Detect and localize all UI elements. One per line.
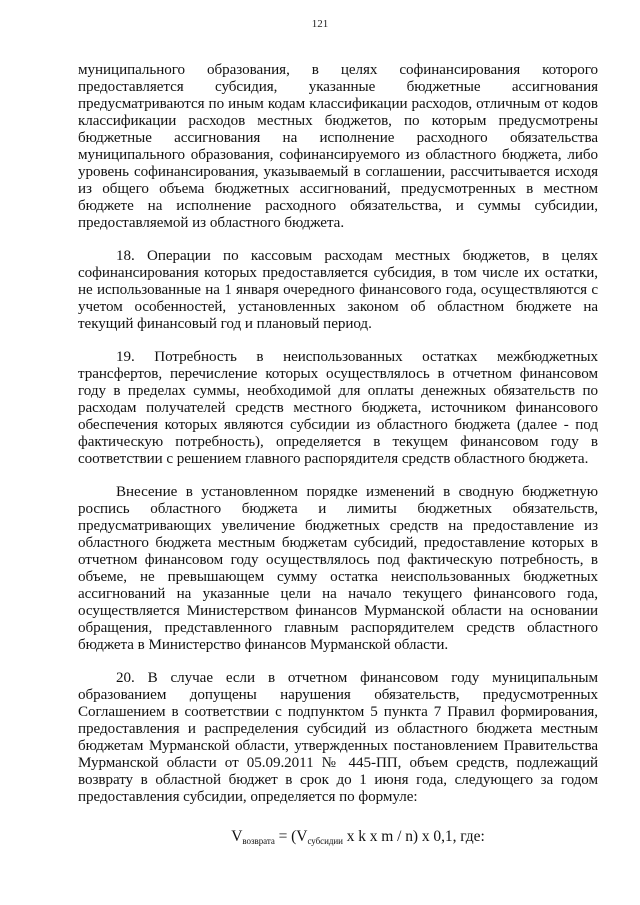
formula-rest: x k x m / n) x 0,1, где: <box>342 828 485 845</box>
formula-subsidy-subscript: субсидии <box>307 836 343 846</box>
document-body <box>78 62 598 850</box>
refund-formula <box>78 828 598 850</box>
paragraph-18: 18. Операции по кассовым расходам местных бюджетов, в целях софинансирования которых предоставляется субсидия, в том числе их остатки, не использованные на 1 января очередного финансового года, осуществляются с учетом особенностей, установленных законом об областном бюджете на текущий финансовый год и плановый период. <box>78 248 598 332</box>
formula-refund-subscript: возврата <box>242 836 275 846</box>
formula-v-symbol: V <box>231 828 243 845</box>
paragraph-budget-changes: Внесение в установленном порядке изменений в сводную бюджетную роспись областного бюджета и лимиты бюджетных обязательств, предусматривающих увеличение бюджетных средств на предоставление из областного бюджета местным бюджетам субсидий, предоставление которых в отчетном финансовом году осуществлялось под фактическую потребность, в объеме, не превышающем сумму остатка неиспользованных бюджетных ассигнований на указанные цели на начало текущего финансового года, осуществляется Министерством финансов Мурманской области на основании обращения, представленного главным распорядителем средств областного бюджета в Министерство финансов Мурманской области. <box>78 484 598 653</box>
formula-equals-open: = (V <box>274 828 308 845</box>
paragraph-19: 19. Потребность в неиспользованных остатках межбюджетных трансфертов, перечисление которых осуществлялось в отчетном финансовом году в пределах суммы, необходимой для оплаты денежных обязательств по расходам получателей средств местного бюджета, источником финансового обеспечения которых являются субсидии из областного бюджета (далее - под фактическую потребность), определяется в текущем финансовом году в соответствии с решением главного распорядителя средств областного бюджета. <box>78 349 598 467</box>
paragraph-continuation: муниципального образования, в целях софинансирования которого предоставляется субсидия, указанные бюджетные ассигнования предусматриваются по иным кодам классификации расходов, отличным от кодов классификации расходов местных бюджетов, по которым предусмотрены бюджетные ассигнования на исполнение расходного обязательства муниципального образования, софинансируемого из областного бюджета, либо уровень софинансирования, указываемый в соглашении, рассчитывается исходя из общего объема бюджетных ассигнований, предусмотренных в местном бюджете на исполнение расходного обязательства, и суммы субсидии, предоставляемой из областного бюджета. <box>78 62 598 231</box>
page-number: 121 <box>311 18 329 30</box>
paragraph-20: 20. В случае если в отчетном финансовом году муниципальным образованием допущены нарушения обязательств, предусмотренных Соглашением в соответствии с подпунктом 5 пункта 7 Правил формирования, предоставления и распределения субсидий из областного бюджета местным бюджетам Мурманской области, утвержденных постановлением Правительства Мурманской области от 05.09.2011 № 445-ПП, объем средств, подлежащий возврату в областной бюджет в срок до 1 июня года, следующего за годом предоставления субсидии, определяется по формуле: <box>78 670 598 805</box>
